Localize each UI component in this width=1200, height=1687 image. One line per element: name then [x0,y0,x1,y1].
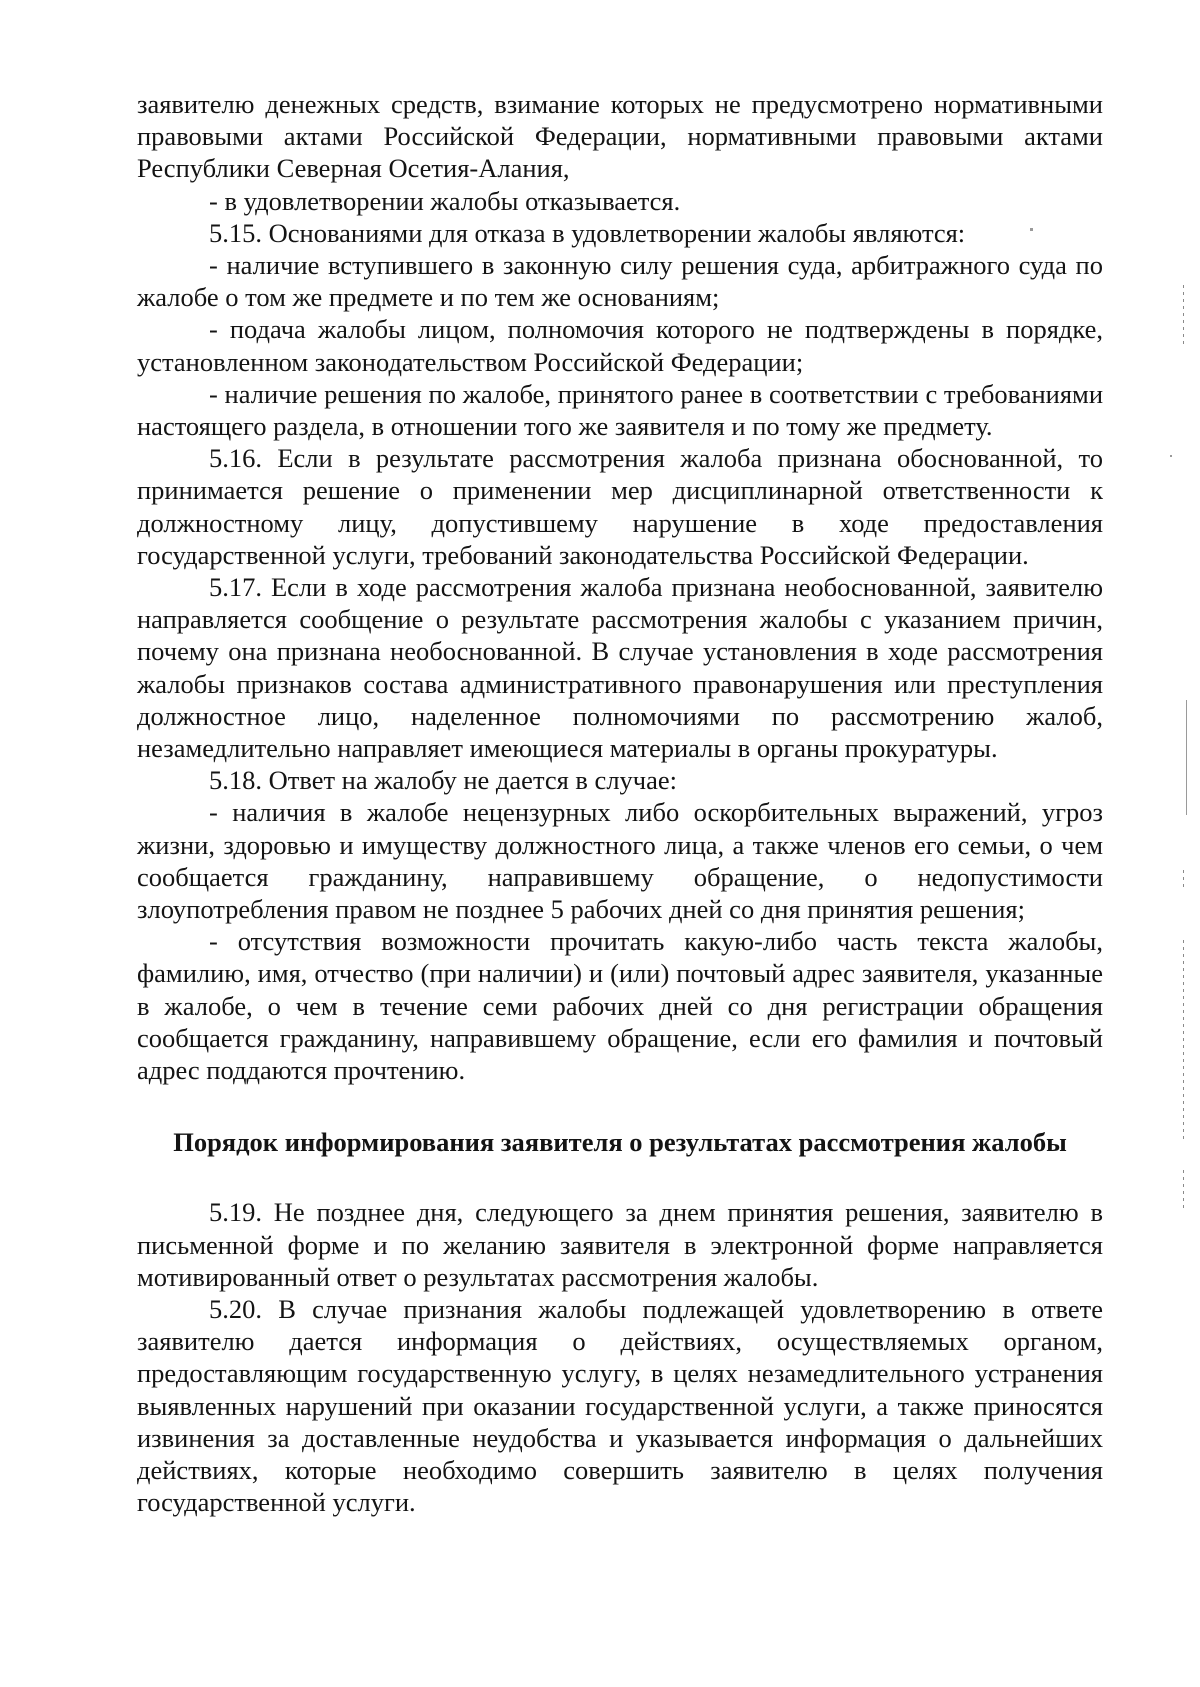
scan-artifact-dot [1030,228,1033,231]
scan-artifact-line [1183,940,1184,1140]
paragraph-offensive-language: - наличия в жалобе нецензурных либо оскорбительных выражений, угроз жизни, здоровью и имуществу должностного лица, а также членов его семьи, о чем сообщается гражданину, направившему обращение, о недопустимости злоупотребления правом не позднее 5 рабочих дней со дня принятия решения; [137,797,1103,925]
paragraph-refusal: - в удовлетворении жалобы отказывается. [209,185,681,216]
paragraph-court-decision: - наличие вступившего в законную силу решения суда, арбитражного суда по жалобе о том же предмете и по тем же основаниям; [137,250,1103,313]
paragraph-5-18: 5.18. Ответ на жалобу не дается в случае: [209,765,678,796]
paragraph-5-19: 5.19. Не позднее дня, следующего за днем принятия решения, заявителю в письменной форме и по желанию заявителя в электронной форме направляется мотивированный ответ о результатах рассмотрения жалобы. [137,1197,1103,1292]
paragraph-5-17: 5.17. Если в ходе рассмотрения жалоба признана необоснованной, заявителю направляется сообщение о результате рассмотрения жалобы с указанием причин, почему она признана необоснованной. В случае установления в ходе рассмотрения жалобы признаков состава административного правонарушения или преступления должностное лицо, наделенное полномочиями по рассмотрению жалоб, незамедлительно направляет имеющиеся материалы в органы прокуратуры. [137,572,1103,764]
scan-artifact-line [1183,1170,1184,1210]
paragraph-unauthorized-filer: - подача жалобы лицом, полномочия которого не подтверждены в порядке, установленном законодательством Российской Федерации; [137,314,1103,377]
scan-artifact-line [1183,870,1184,890]
scan-artifact-dot [1170,455,1172,457]
document-body [137,88,1103,1518]
paragraph-continuation: заявителю денежных средств, взимание которых не предусмотрено нормативными правовыми актами Российской Федерации, нормативными правовыми актами Республики Северная Осетия-Алания, [137,89,1103,184]
paragraph-unreadable-text: - отсутствия возможности прочитать какую-либо часть текста жалобы, фамилию, имя, отчество (при наличии) и (или) почтовый адрес заявителя, указанные в жалобе, о чем в течение семи рабочих дней со дня регистрации обращения сообщается гражданину, направившему обращение, если его фамилия и почтовый адрес поддаются прочтению. [137,926,1103,1086]
paragraph-5-16: 5.16. Если в результате рассмотрения жалоба признана обоснованной, то принимается решение о применении мер дисциплинарной ответственности к должностному лицу, допустившему нарушение в ходе предоставления государственной услуги, требований законодательства Российской Федерации. [137,443,1103,570]
paragraph-5-15: 5.15. Основаниями для отказа в удовлетворении жалобы являются: [209,217,966,248]
paragraph-prior-decision: - наличие решения по жалобе, принятого ранее в соответствии с требованиями настоящего раздела, в отношении того же заявителя и по тому же предмету. [137,378,1103,442]
scan-artifact-line [1186,700,1187,815]
section-heading: Порядок информирования заявителя о результатах рассмотрения жалобы [173,1127,1067,1158]
scan-artifact-line [1183,285,1184,345]
paragraph-5-20: 5.20. В случае признания жалобы подлежащей удовлетворению в ответе заявителю дается информация о действиях, осуществляемых органом, предоставляющим государственную услугу, в целях незамедлительного устранения выявленных нарушений при оказании государственной услуги, а также приносятся извинения за доставленные неудобства и указывается информация о дальнейших действиях, которые необходимо совершить заявителю в целях получения государственной услуги. [137,1293,1103,1518]
